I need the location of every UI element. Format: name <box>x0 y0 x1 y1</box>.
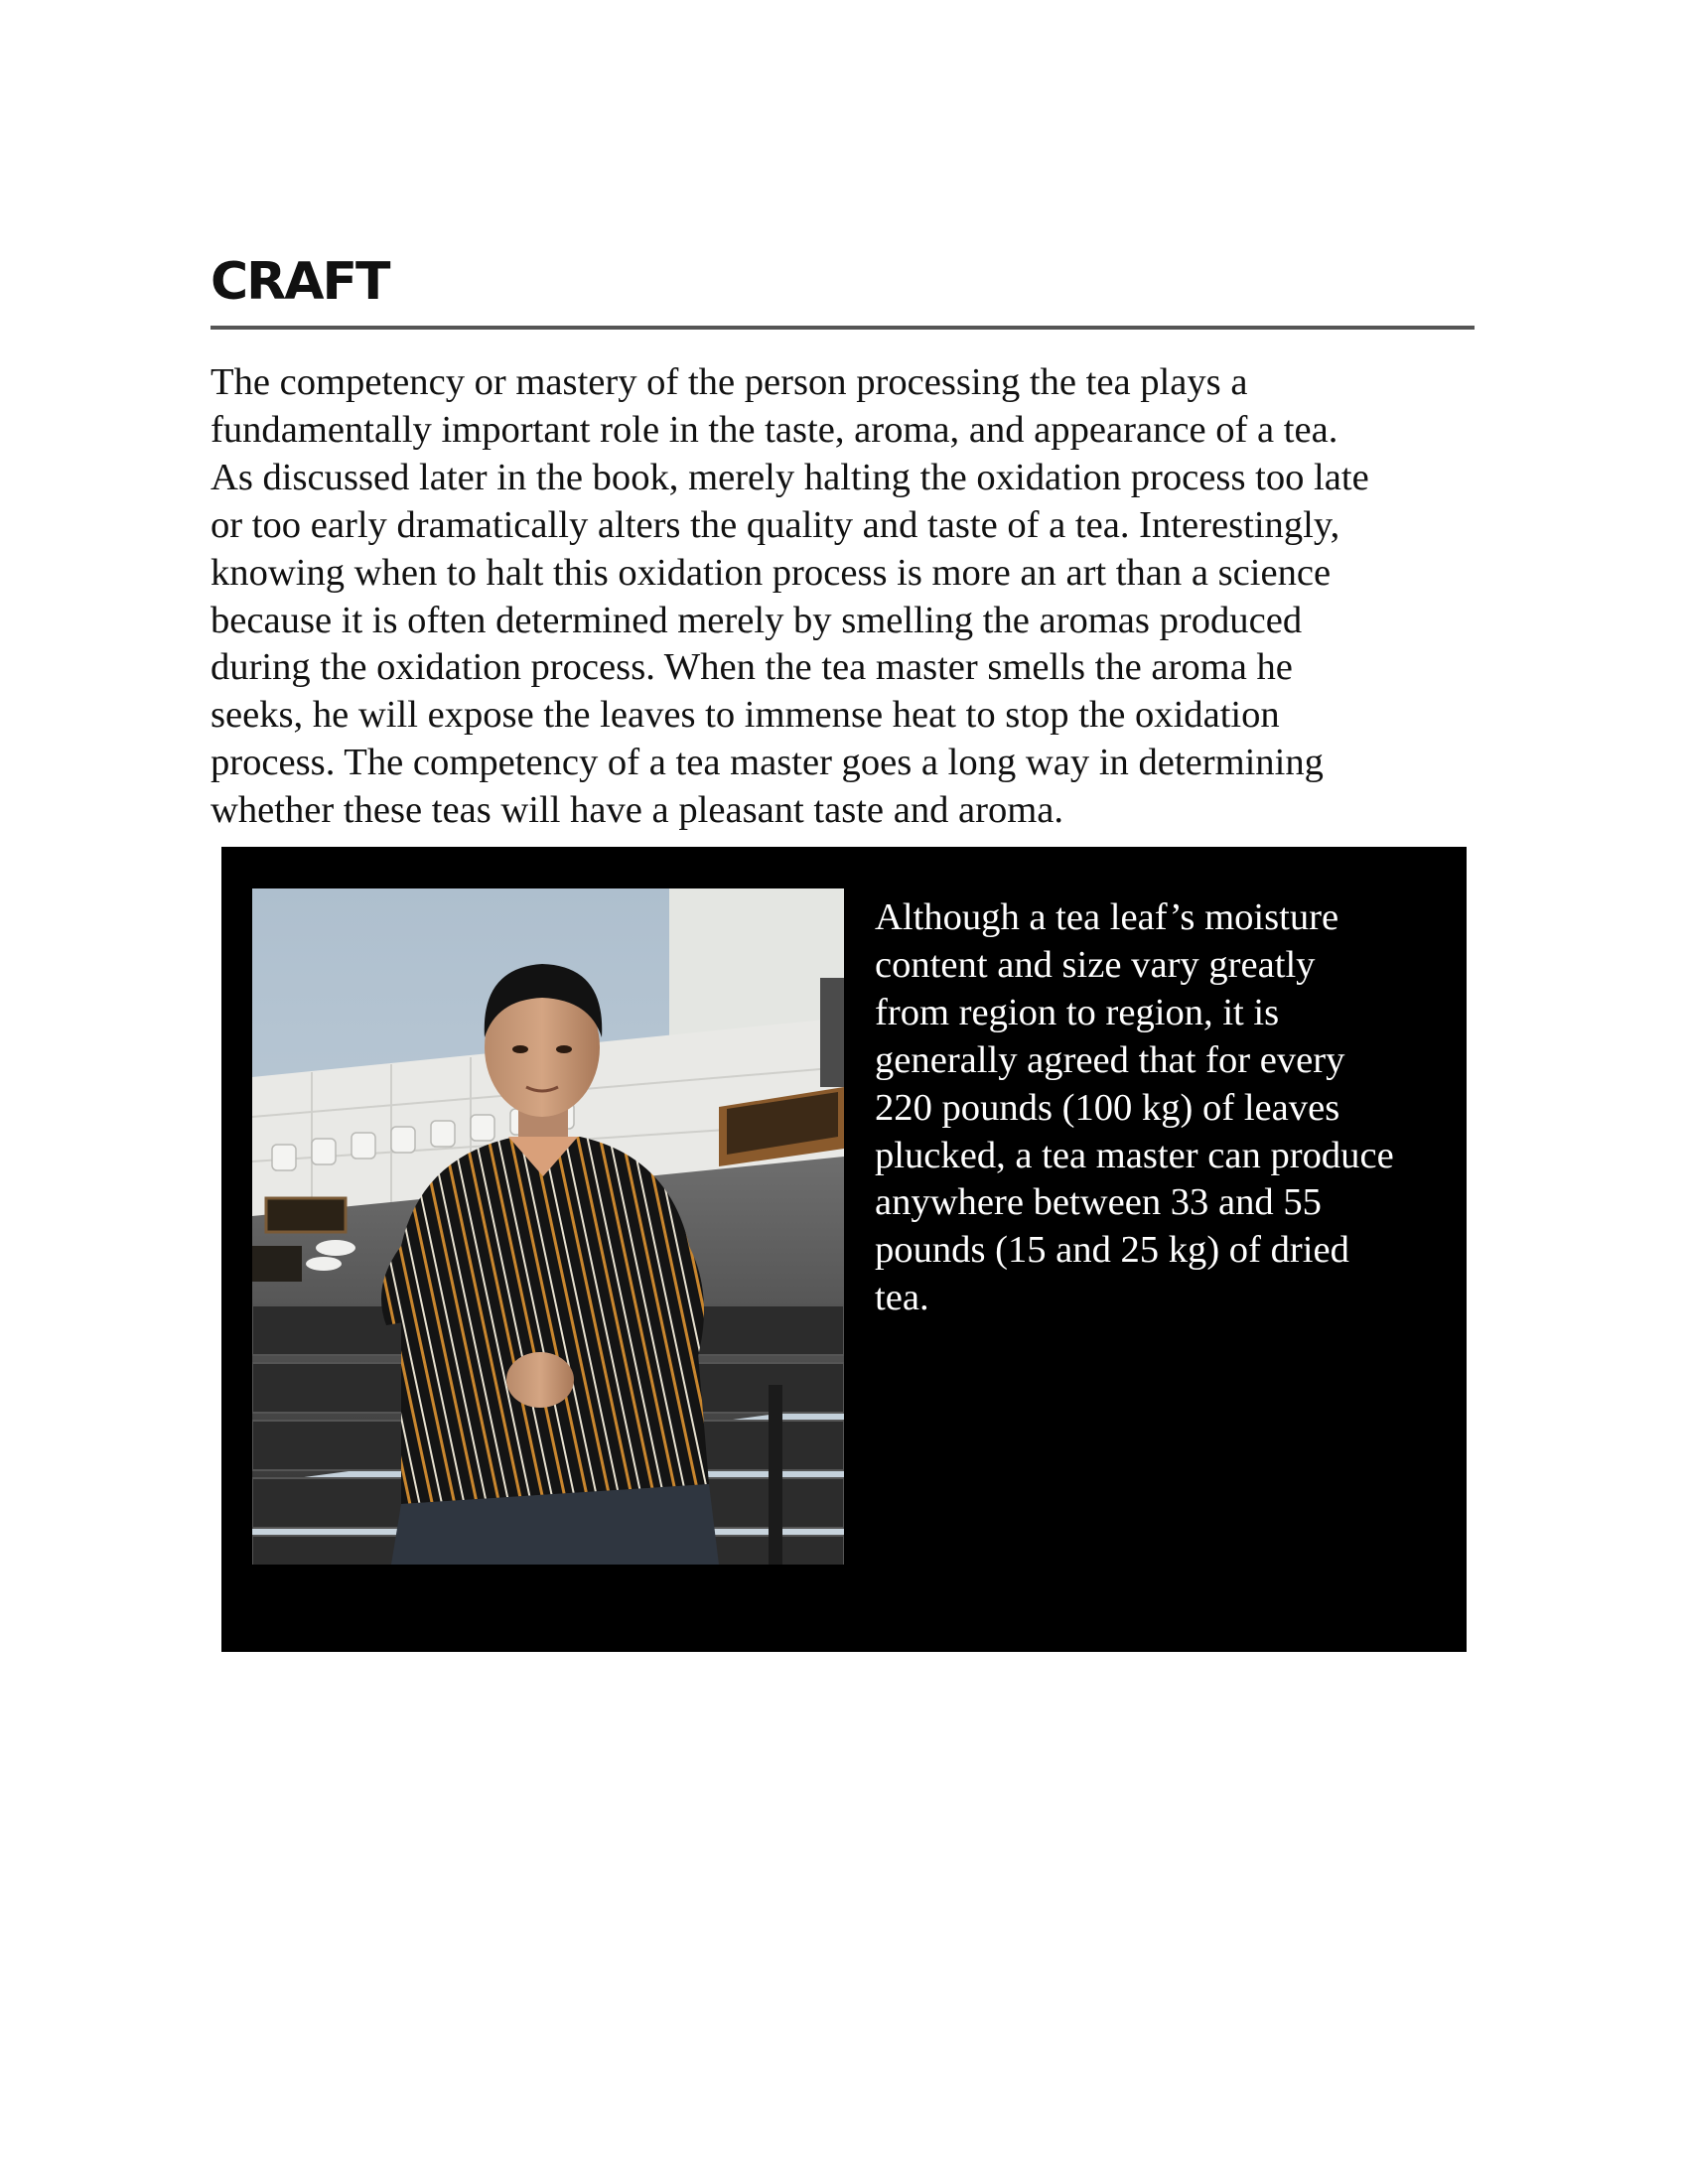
caption-line: 220 pounds (100 kg) of leaves <box>875 1086 1340 1129</box>
body-line: process. The competency of a tea master goes a long way in determining <box>211 742 1324 784</box>
caption-line: anywhere between 33 and 55 <box>875 1181 1322 1224</box>
caption-line: generally agreed that for every <box>875 1038 1345 1081</box>
body-paragraph <box>211 359 1491 835</box>
caption-line: content and size vary greatly <box>875 943 1316 986</box>
caption-line: tea. <box>875 1277 929 1319</box>
body-line: seeks, he will expose the leaves to immense heat to stop the oxidation <box>211 694 1280 737</box>
body-line: because it is often determined merely by smelling the aromas produced <box>211 599 1303 641</box>
body-line: during the oxidation process. When the tea master smells the aroma he <box>211 646 1293 689</box>
tea-master-photo <box>252 888 844 1565</box>
caption-line: Although a tea leaf’s moisture <box>875 896 1339 938</box>
section-heading: CRAFT <box>211 252 389 312</box>
body-line: fundamentally important role in the taste, aroma, and appearance of a tea. <box>211 408 1338 451</box>
sidebar-caption <box>875 894 1461 1322</box>
body-line: knowing when to halt this oxidation process is more an art than a science <box>211 551 1332 594</box>
body-line: whether these teas will have a pleasant taste and aroma. <box>211 789 1064 832</box>
body-line: As discussed later in the book, merely halting the oxidation process too late <box>211 456 1369 498</box>
sidebar-box <box>221 847 1467 1652</box>
heading-rule <box>211 326 1475 330</box>
caption-line: pounds (15 and 25 kg) of dried <box>875 1229 1349 1272</box>
caption-line: plucked, a tea master can produce <box>875 1134 1394 1176</box>
body-line: or too early dramatically alters the quality and taste of a tea. Interestingly, <box>211 503 1340 546</box>
body-line: The competency or mastery of the person processing the tea plays a <box>211 361 1248 403</box>
caption-line: from region to region, it is <box>875 991 1280 1033</box>
